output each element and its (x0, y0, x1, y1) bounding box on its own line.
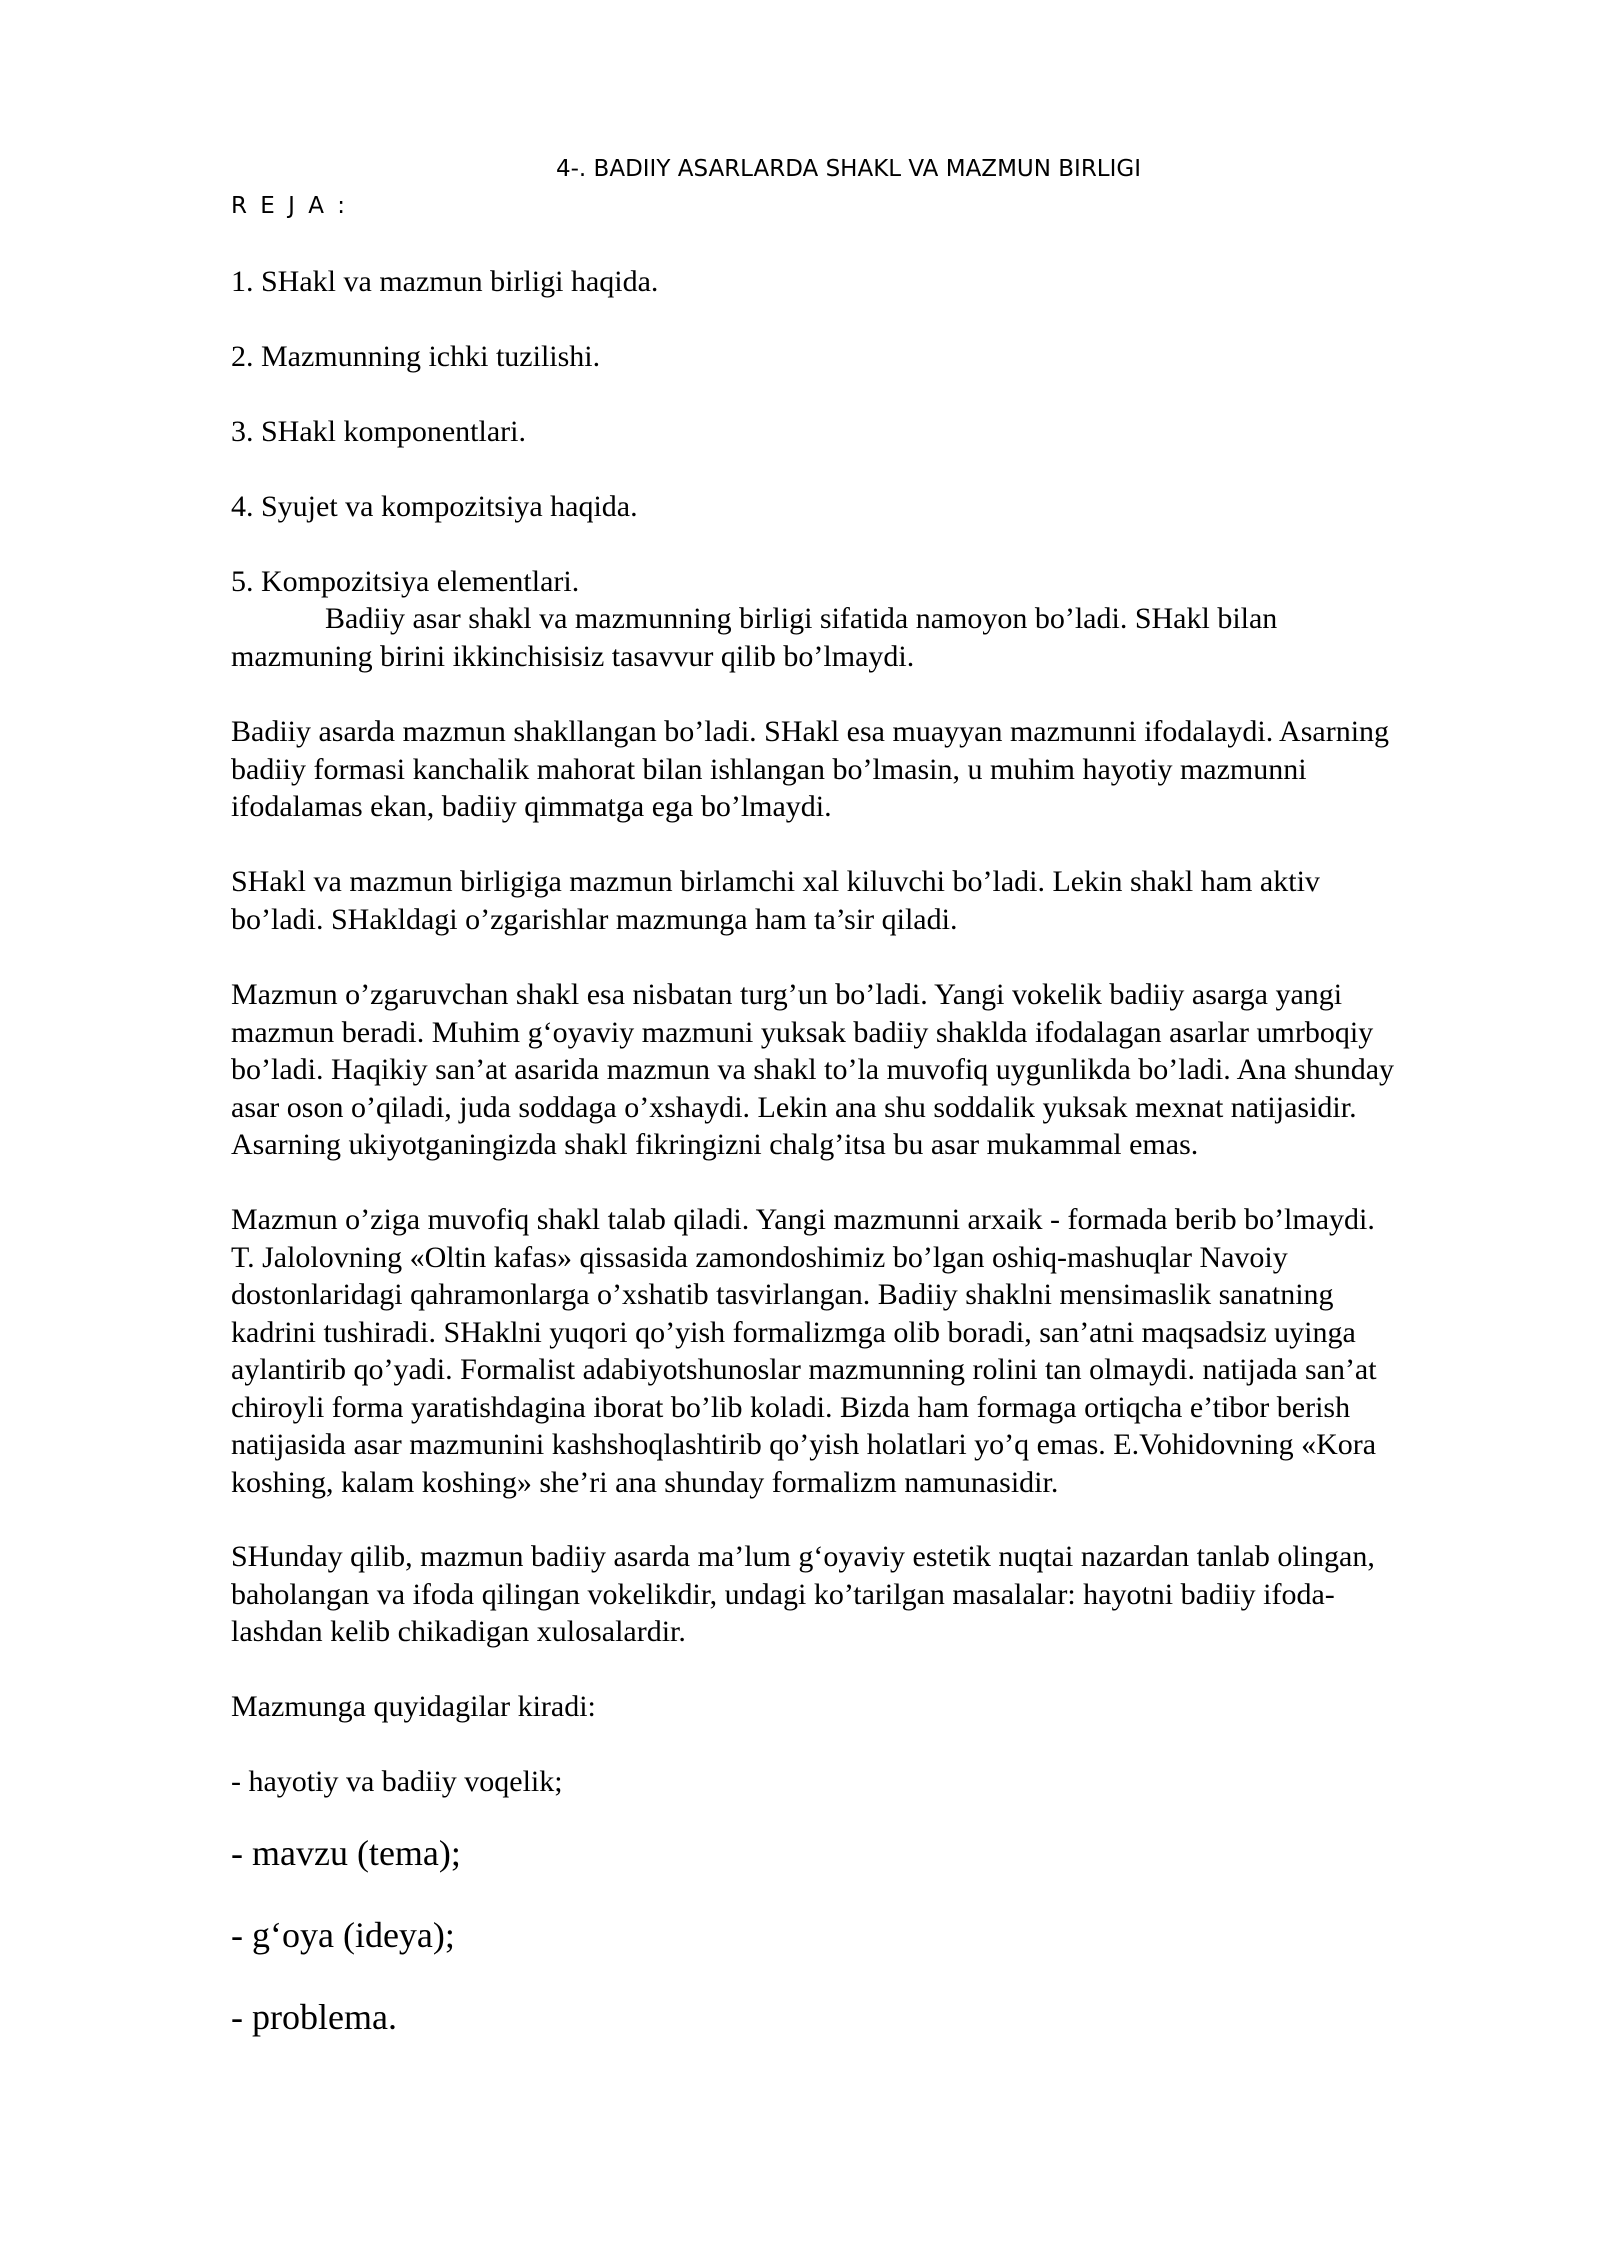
paragraph-6 (231, 1538, 1501, 1651)
paragraph-3 (231, 863, 1501, 938)
paragraph-line: SHunday qilib, mazmun badiiy asarda ma’lum g‘oyaviy estetik nuqtai nazardan tanlab olingan, (231, 1540, 1375, 1573)
paragraph-line: natijasida asar mazmunini kashshoqlashtirib qo’yish holatlari yo’q emas. E.Vohidovning «Kora (231, 1428, 1377, 1461)
paragraph-line: dostonlaridagi qahramonlarga o’xshatib tasvirlangan. Badiiy shaklni mensimaslik sanatning (231, 1278, 1334, 1311)
plan-item-1: 1. SHakl va mazmun birligi haqida. (231, 265, 659, 298)
content-item-3: - g‘oya (ideya); (231, 1915, 455, 1955)
paragraph-line: mazmun beradi. Muhim g‘oyaviy mazmuni yuksak badiiy shaklda ifodalagan asarlar umrboqiy (231, 1015, 1374, 1049)
paragraph-line: koshing, kalam koshing» she’ri ana shunday formalizm namunasidir. (231, 1465, 1059, 1499)
paragraph-line: bo’ladi. SHakldagi o’zgarishlar mazmunga ham ta’sir qiladi. (231, 902, 958, 936)
paragraph-line: Badiiy asar shakl va mazmunning birligi sifatida namoyon bo’ladi. SHakl bilan (325, 602, 1278, 635)
paragraph-line: Mazmun o’zgaruvchan shakl esa nisbatan turg’un bo’ladi. Yangi vokelik badiiy asarga yangi (231, 978, 1343, 1011)
plan-item-2: 2. Mazmunning ichki tuzilishi. (231, 340, 601, 373)
paragraph-line: baholangan va ifoda qilingan vokelikdir, undagi ko’tarilgan masalalar: hayotni badiiy ifoda- (231, 1577, 1335, 1611)
paragraph-line: lashdan kelib chikadigan xulosalardir. (231, 1615, 686, 1648)
content-intro: Mazmunga quyidagilar kiradi: (231, 1690, 596, 1723)
paragraph-5 (231, 1201, 1501, 1501)
paragraph-4 (231, 976, 1501, 1164)
plan-item-5: 5. Kompozitsiya elementlari. (231, 565, 580, 598)
paragraph-line: asar oson o’qiladi, juda soddaga o’xshaydi. Lekin ana shu soddalik yuksak mexnat natijasidir. (231, 1090, 1357, 1124)
paragraph-line: ifodalamas ekan, badiiy qimmatga ega bo’lmaydi. (231, 790, 832, 823)
paragraph-line: SHakl va mazmun birligiga mazmun birlamchi xal kiluvchi bo’ladi. Lekin shakl ham aktiv (231, 865, 1320, 898)
content-item-1: - hayotiy va badiiy voqelik; (231, 1765, 563, 1798)
content-item-4: - problema. (231, 1997, 397, 2037)
paragraph-line: chiroyli forma yaratishdagina iborat bo’lib koladi. Bizda ham formaga ortiqcha e’tibor berish (231, 1390, 1351, 1424)
paragraph-line: Mazmun o’ziga muvofiq shakl talab qiladi. Yangi mazmunni arxaik - formada berib bo’lmaydi. (231, 1203, 1375, 1236)
paragraph-line: bo’ladi. Haqikiy san’at asarida mazmun va shakl to’la muvofiq uygunlikda bo’ladi. Ana shunday (231, 1053, 1395, 1086)
plan-label: R E J A : (231, 193, 349, 219)
plan-item-3: 3. SHakl komponentlari. (231, 415, 526, 448)
paragraph-line: mazmuning birini ikkinchisisiz tasavvur qilib bo’lmaydi. (231, 639, 915, 673)
paragraph-2 (231, 713, 1501, 826)
paragraph-line: Badiiy asarda mazmun shakllangan bo’ladi. SHakl esa muayyan mazmunni ifodalaydi. Asarning (231, 715, 1390, 748)
paragraph-line: badiiy formasi kanchalik mahorat bilan ishlangan bo’lmasin, u muhim hayotiy mazmunni (231, 752, 1307, 786)
paragraph-line: Asarning ukiyotganingizda shakl fikringizni chalg’itsa bu asar mukammal emas. (231, 1128, 1199, 1161)
paragraph-line: aylantirib qo’yadi. Formalist adabiyotshunoslar mazmunning rolini tan olmaydi. natijada san’at (231, 1353, 1377, 1386)
paragraph-line: T. Jalolovning «Oltin kafas» qissasida zamondoshimiz bo’lgan oshiq-mashuqlar Navoiy (231, 1240, 1288, 1274)
paragraph-line: kadrini tushiradi. SHaklni yuqori qo’yish formalizmga olib boradi, san’atni maqsadsiz uyinga (231, 1315, 1356, 1349)
document-title: 4-. BADIIY ASARLARDA SHAKL VA MAZMUN BIRLIGI (556, 156, 1142, 182)
plan-item-4: 4. Syujet va kompozitsiya haqida. (231, 490, 638, 523)
content-item-2: - mavzu (tema); (231, 1833, 461, 1873)
paragraph-1 (231, 600, 1501, 675)
